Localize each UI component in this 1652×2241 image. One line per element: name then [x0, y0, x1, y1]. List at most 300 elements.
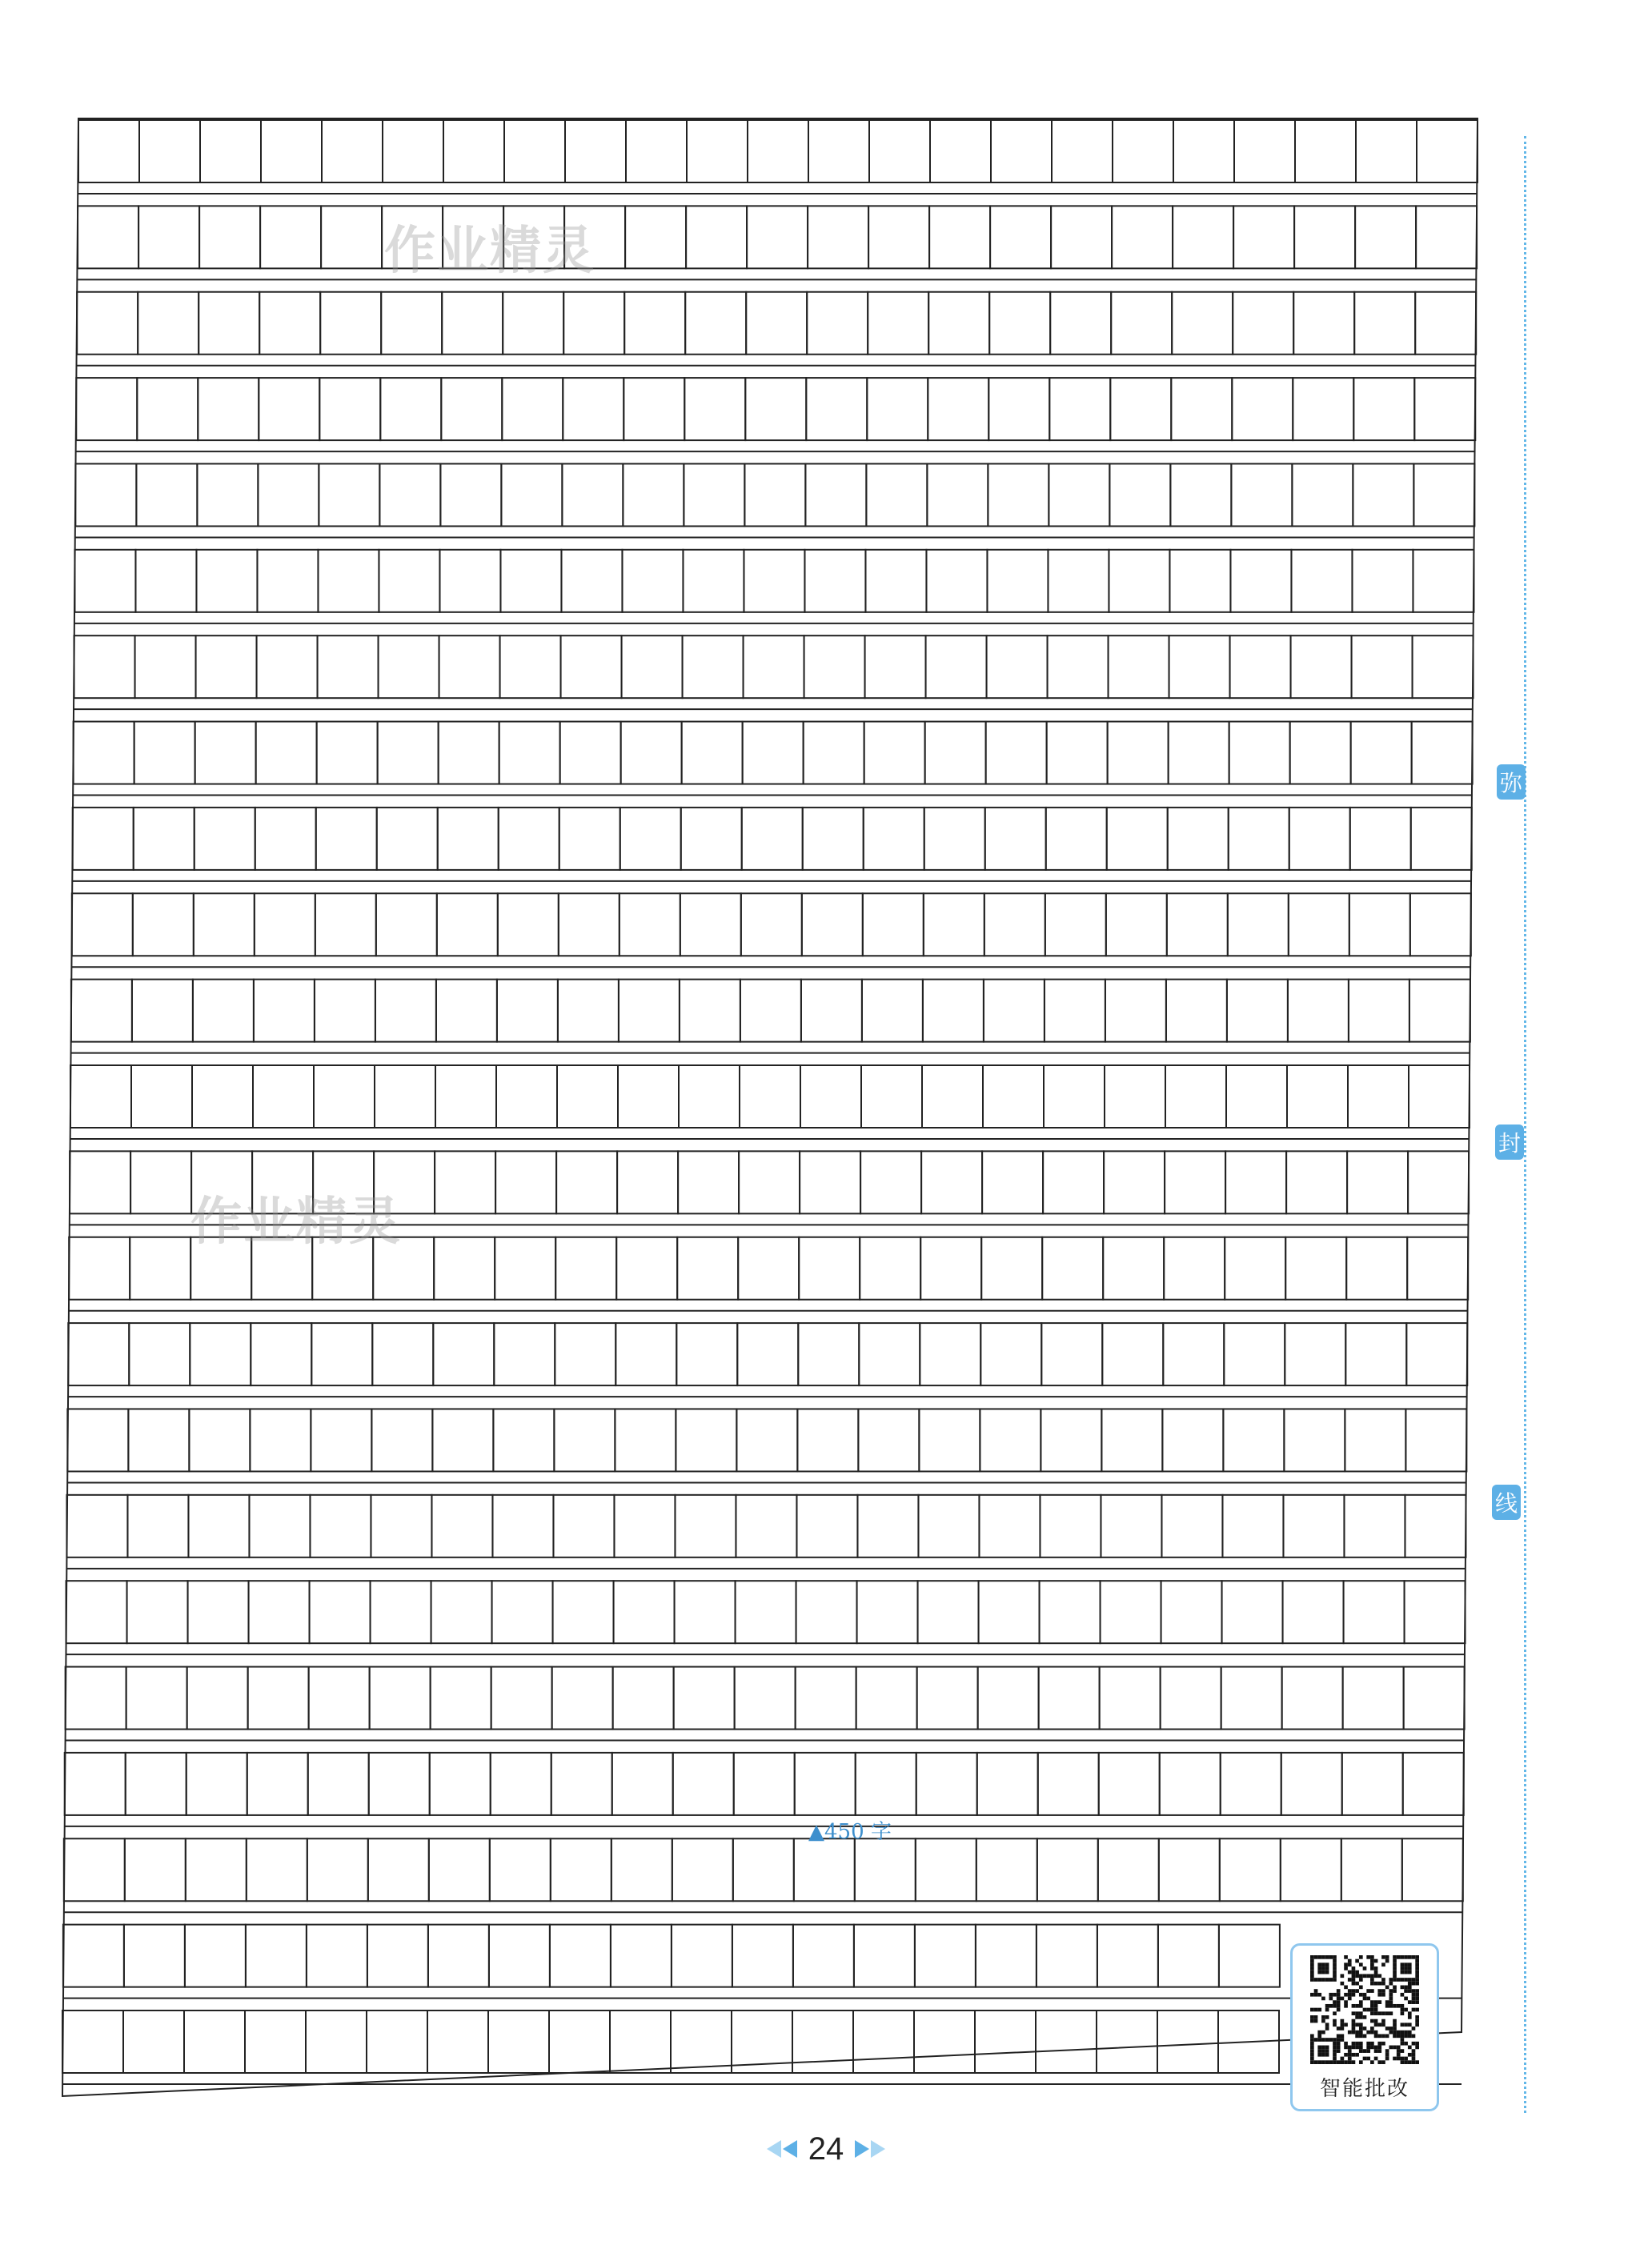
grid-cell[interactable]	[1343, 1667, 1404, 1730]
grid-cell[interactable]	[137, 378, 198, 440]
grid-cell[interactable]	[196, 635, 257, 698]
grid-cell[interactable]	[1044, 1065, 1105, 1128]
grid-cell[interactable]	[261, 120, 322, 182]
grid-cell[interactable]	[1353, 378, 1414, 440]
grid-cell[interactable]	[255, 808, 316, 870]
grid-cell[interactable]	[1411, 808, 1472, 870]
grid-cell[interactable]	[929, 206, 990, 268]
grid-cell[interactable]	[136, 463, 197, 526]
grid-cell[interactable]	[1414, 378, 1475, 440]
grid-cell[interactable]	[195, 722, 256, 784]
grid-cell[interactable]	[1412, 722, 1473, 784]
grid-cell[interactable]	[496, 1065, 557, 1128]
grid-cell[interactable]	[976, 1838, 1037, 1901]
grid-cell[interactable]	[500, 635, 561, 698]
grid-cell[interactable]	[855, 1838, 916, 1901]
grid-cell[interactable]	[857, 1495, 918, 1557]
grid-cell[interactable]	[679, 1065, 740, 1128]
grid-cell[interactable]	[1097, 1925, 1158, 1987]
grid-cell[interactable]	[429, 1838, 490, 1901]
grid-cell[interactable]	[734, 1753, 795, 1815]
grid-cell[interactable]	[1356, 120, 1417, 182]
grid-cell[interactable]	[1105, 980, 1166, 1042]
grid-cell[interactable]	[497, 980, 558, 1042]
grid-cell[interactable]	[1112, 206, 1173, 268]
grid-cell[interactable]	[1103, 1237, 1164, 1300]
grid-cell[interactable]	[1223, 1409, 1284, 1471]
grid-cell[interactable]	[559, 808, 620, 870]
grid-cell[interactable]	[439, 635, 500, 698]
grid-cell[interactable]	[1047, 722, 1108, 784]
grid-cell[interactable]	[1106, 893, 1167, 956]
grid-cell[interactable]	[868, 292, 928, 355]
grid-cell[interactable]	[863, 893, 924, 956]
grid-cell[interactable]	[190, 1323, 251, 1385]
grid-cell[interactable]	[976, 1925, 1037, 1987]
grid-cell[interactable]	[916, 1753, 977, 1815]
grid-cell[interactable]	[624, 292, 685, 355]
grid-cell[interactable]	[250, 1409, 311, 1471]
grid-cell[interactable]	[856, 1667, 917, 1730]
grid-cell[interactable]	[1170, 463, 1231, 526]
grid-cell[interactable]	[310, 1581, 371, 1643]
grid-cell[interactable]	[808, 120, 869, 182]
grid-cell[interactable]	[1098, 1838, 1159, 1901]
grid-cell[interactable]	[614, 1495, 675, 1557]
grid-cell[interactable]	[434, 1237, 495, 1300]
grid-cell[interactable]	[431, 1495, 492, 1557]
grid-cell[interactable]	[737, 1323, 798, 1385]
grid-cell[interactable]	[553, 1495, 614, 1557]
grid-cell[interactable]	[367, 1925, 428, 1987]
grid-cell[interactable]	[805, 463, 866, 526]
grid-cell[interactable]	[63, 1925, 124, 1987]
grid-cell[interactable]	[800, 1151, 860, 1213]
grid-cell[interactable]	[193, 980, 254, 1042]
grid-cell[interactable]	[975, 2010, 1036, 2073]
grid-cell[interactable]	[1352, 635, 1413, 698]
grid-cell[interactable]	[78, 206, 138, 268]
grid-cell[interactable]	[308, 1753, 369, 1815]
grid-cell[interactable]	[134, 722, 195, 784]
grid-cell[interactable]	[744, 635, 804, 698]
grid-cell[interactable]	[381, 292, 442, 355]
grid-cell[interactable]	[798, 1323, 859, 1385]
grid-cell[interactable]	[555, 1323, 615, 1385]
grid-cell[interactable]	[375, 1065, 435, 1128]
grid-cell[interactable]	[987, 550, 1048, 612]
grid-cell[interactable]	[435, 1151, 495, 1213]
grid-cell[interactable]	[310, 1495, 371, 1557]
grid-cell[interactable]	[198, 378, 259, 440]
grid-cell[interactable]	[920, 1237, 981, 1300]
grid-cell[interactable]	[919, 1409, 980, 1471]
grid-cell[interactable]	[560, 722, 621, 784]
grid-cell[interactable]	[563, 292, 624, 355]
grid-cell[interactable]	[549, 2010, 610, 2073]
grid-cell[interactable]	[614, 1581, 675, 1643]
grid-cell[interactable]	[259, 378, 319, 440]
grid-cell[interactable]	[1291, 635, 1352, 698]
grid-cell[interactable]	[867, 378, 928, 440]
grid-cell[interactable]	[135, 635, 196, 698]
grid-cell[interactable]	[615, 1409, 676, 1471]
grid-cell[interactable]	[916, 1838, 976, 1901]
grid-cell[interactable]	[746, 292, 807, 355]
grid-cell[interactable]	[988, 378, 1049, 440]
grid-cell[interactable]	[748, 120, 808, 182]
grid-cell[interactable]	[1405, 1495, 1466, 1557]
grid-cell[interactable]	[198, 292, 259, 355]
grid-cell[interactable]	[1413, 463, 1474, 526]
grid-cell[interactable]	[70, 1065, 131, 1128]
grid-cell[interactable]	[1349, 980, 1409, 1042]
grid-cell[interactable]	[991, 120, 1052, 182]
grid-cell[interactable]	[736, 1581, 796, 1643]
grid-cell[interactable]	[1102, 1323, 1163, 1385]
grid-cell[interactable]	[1342, 1753, 1403, 1815]
grid-cell[interactable]	[138, 206, 199, 268]
grid-cell[interactable]	[923, 980, 984, 1042]
grid-cell[interactable]	[611, 1925, 672, 1987]
grid-cell[interactable]	[1224, 1323, 1285, 1385]
grid-cell[interactable]	[684, 378, 745, 440]
grid-cell[interactable]	[76, 378, 137, 440]
grid-cell[interactable]	[321, 206, 382, 268]
grid-cell[interactable]	[986, 722, 1047, 784]
grid-cell[interactable]	[188, 1495, 249, 1557]
grid-cell[interactable]	[1111, 292, 1172, 355]
grid-cell[interactable]	[71, 980, 132, 1042]
grid-cell[interactable]	[985, 808, 1046, 870]
grid-cell[interactable]	[1402, 1838, 1463, 1901]
grid-cell[interactable]	[864, 808, 924, 870]
grid-cell[interactable]	[684, 463, 744, 526]
grid-cell[interactable]	[1409, 1065, 1470, 1128]
grid-cell[interactable]	[804, 550, 865, 612]
grid-cell[interactable]	[258, 463, 319, 526]
grid-cell[interactable]	[1169, 635, 1230, 698]
grid-cell[interactable]	[377, 808, 438, 870]
grid-cell[interactable]	[796, 1581, 857, 1643]
grid-cell[interactable]	[680, 980, 740, 1042]
grid-cell[interactable]	[319, 378, 380, 440]
grid-cell[interactable]	[1281, 1838, 1341, 1901]
grid-cell[interactable]	[981, 1237, 1042, 1300]
grid-cell[interactable]	[69, 1237, 130, 1300]
grid-cell[interactable]	[72, 893, 133, 956]
grid-cell[interactable]	[622, 550, 683, 612]
grid-cell[interactable]	[1049, 378, 1110, 440]
grid-cell[interactable]	[428, 1925, 489, 1987]
grid-cell[interactable]	[380, 378, 441, 440]
grid-cell[interactable]	[127, 1581, 188, 1643]
grid-cell[interactable]	[1163, 1323, 1224, 1385]
grid-cell[interactable]	[1416, 206, 1477, 268]
grid-cell[interactable]	[491, 1667, 552, 1730]
grid-cell[interactable]	[1158, 1925, 1219, 1987]
grid-cell[interactable]	[126, 1753, 186, 1815]
grid-cell[interactable]	[186, 1838, 247, 1901]
grid-cell[interactable]	[1109, 463, 1170, 526]
grid-cell[interactable]	[307, 1925, 367, 1987]
grid-cell[interactable]	[1173, 120, 1234, 182]
grid-cell[interactable]	[245, 2010, 306, 2073]
grid-cell[interactable]	[317, 722, 378, 784]
grid-cell[interactable]	[1039, 1667, 1100, 1730]
grid-cell[interactable]	[379, 463, 440, 526]
grid-cell[interactable]	[314, 1065, 375, 1128]
grid-cell[interactable]	[1230, 635, 1291, 698]
grid-cell[interactable]	[1042, 1237, 1103, 1300]
grid-cell[interactable]	[1344, 1581, 1405, 1643]
grid-cell[interactable]	[796, 1495, 857, 1557]
grid-cell[interactable]	[1048, 550, 1109, 612]
grid-cell[interactable]	[491, 1753, 551, 1815]
grid-cell[interactable]	[987, 635, 1048, 698]
grid-cell[interactable]	[64, 1838, 125, 1901]
grid-cell[interactable]	[742, 808, 803, 870]
grid-cell[interactable]	[1226, 1065, 1287, 1128]
grid-cell[interactable]	[1233, 206, 1294, 268]
grid-cell[interactable]	[318, 635, 379, 698]
grid-cell[interactable]	[66, 1495, 127, 1557]
grid-cell[interactable]	[1105, 1065, 1165, 1128]
grid-cell[interactable]	[1233, 292, 1293, 355]
grid-cell[interactable]	[73, 808, 134, 870]
grid-cell[interactable]	[1349, 893, 1410, 956]
grid-cell[interactable]	[253, 1065, 314, 1128]
grid-cell[interactable]	[678, 1151, 739, 1213]
grid-cell[interactable]	[795, 1753, 856, 1815]
grid-cell[interactable]	[135, 550, 196, 612]
grid-cell[interactable]	[1347, 1151, 1408, 1213]
grid-cell[interactable]	[553, 1581, 614, 1643]
grid-cell[interactable]	[917, 1667, 978, 1730]
grid-cell[interactable]	[618, 1065, 679, 1128]
grid-cell[interactable]	[127, 1495, 188, 1557]
grid-cell[interactable]	[378, 722, 439, 784]
grid-cell[interactable]	[1049, 463, 1109, 526]
grid-cell[interactable]	[189, 1409, 250, 1471]
grid-cell[interactable]	[797, 1409, 858, 1471]
grid-cell[interactable]	[803, 808, 864, 870]
grid-cell[interactable]	[1161, 1581, 1222, 1643]
grid-cell[interactable]	[626, 120, 687, 182]
grid-cell[interactable]	[309, 1667, 370, 1730]
grid-cell[interactable]	[1283, 1581, 1344, 1643]
grid-cell[interactable]	[192, 1065, 253, 1128]
grid-cell[interactable]	[984, 893, 1045, 956]
grid-cell[interactable]	[555, 1237, 616, 1300]
grid-cell[interactable]	[800, 1065, 861, 1128]
grid-cell[interactable]	[433, 1323, 494, 1385]
grid-cell[interactable]	[565, 120, 626, 182]
grid-cell[interactable]	[427, 2010, 488, 2073]
grid-cell[interactable]	[1353, 463, 1413, 526]
grid-cell[interactable]	[1169, 722, 1229, 784]
grid-cell[interactable]	[126, 1667, 187, 1730]
grid-cell[interactable]	[926, 550, 987, 612]
grid-cell[interactable]	[372, 1323, 433, 1385]
grid-cell[interactable]	[1406, 1323, 1467, 1385]
grid-cell[interactable]	[370, 1667, 431, 1730]
grid-cell[interactable]	[676, 1323, 737, 1385]
grid-cell[interactable]	[671, 2010, 732, 2073]
grid-cell[interactable]	[185, 1925, 246, 1987]
grid-cell[interactable]	[733, 1838, 794, 1901]
grid-cell[interactable]	[1219, 1925, 1280, 1987]
grid-cell[interactable]	[1355, 206, 1416, 268]
grid-cell[interactable]	[743, 722, 804, 784]
grid-cell[interactable]	[246, 1925, 307, 1987]
grid-cell[interactable]	[1101, 1495, 1161, 1557]
grid-cell[interactable]	[1228, 893, 1289, 956]
grid-cell[interactable]	[620, 808, 681, 870]
grid-cell[interactable]	[1052, 120, 1113, 182]
grid-cell[interactable]	[619, 980, 680, 1042]
grid-cell[interactable]	[677, 1237, 738, 1300]
grid-cell[interactable]	[256, 722, 317, 784]
grid-cell[interactable]	[435, 1065, 496, 1128]
grid-cell[interactable]	[551, 1838, 611, 1901]
grid-cell[interactable]	[495, 1151, 556, 1213]
grid-cell[interactable]	[62, 2010, 123, 2073]
grid-cell[interactable]	[440, 463, 501, 526]
grid-cell[interactable]	[738, 1237, 799, 1300]
grid-cell[interactable]	[977, 1753, 1038, 1815]
grid-cell[interactable]	[683, 635, 744, 698]
grid-cell[interactable]	[1227, 980, 1288, 1042]
grid-cell[interactable]	[622, 635, 683, 698]
grid-cell[interactable]	[556, 1151, 617, 1213]
grid-cell[interactable]	[1413, 550, 1474, 612]
grid-cell[interactable]	[1107, 808, 1168, 870]
grid-cell[interactable]	[1162, 1409, 1223, 1471]
grid-cell[interactable]	[200, 120, 261, 182]
grid-cell[interactable]	[67, 1409, 128, 1471]
grid-cell[interactable]	[794, 1838, 855, 1901]
grid-cell[interactable]	[1108, 722, 1169, 784]
grid-cell[interactable]	[316, 808, 377, 870]
grid-cell[interactable]	[914, 2010, 975, 2073]
grid-cell[interactable]	[379, 635, 439, 698]
grid-cell[interactable]	[1037, 1838, 1098, 1901]
grid-cell[interactable]	[500, 550, 561, 612]
grid-cell[interactable]	[315, 893, 376, 956]
grid-cell[interactable]	[621, 722, 682, 784]
grid-cell[interactable]	[251, 1323, 311, 1385]
grid-cell[interactable]	[610, 2010, 671, 2073]
grid-cell[interactable]	[674, 1667, 735, 1730]
grid-cell[interactable]	[75, 463, 136, 526]
grid-cell[interactable]	[68, 1323, 129, 1385]
grid-cell[interactable]	[501, 463, 562, 526]
grid-cell[interactable]	[927, 463, 988, 526]
grid-cell[interactable]	[1165, 1065, 1226, 1128]
grid-cell[interactable]	[1221, 1753, 1281, 1815]
grid-cell[interactable]	[1101, 1581, 1161, 1643]
grid-cell[interactable]	[799, 1237, 860, 1300]
grid-cell[interactable]	[1294, 206, 1355, 268]
grid-cell[interactable]	[853, 2010, 914, 2073]
grid-cell[interactable]	[865, 550, 926, 612]
grid-cell[interactable]	[1289, 893, 1349, 956]
grid-cell[interactable]	[1038, 1753, 1099, 1815]
grid-cell[interactable]	[255, 893, 315, 956]
grid-cell[interactable]	[369, 1753, 430, 1815]
grid-cell[interactable]	[1408, 1151, 1469, 1213]
grid-cell[interactable]	[673, 1753, 734, 1815]
grid-cell[interactable]	[736, 1409, 797, 1471]
grid-cell[interactable]	[1040, 1581, 1101, 1643]
grid-cell[interactable]	[1100, 1667, 1161, 1730]
grid-cell[interactable]	[1293, 378, 1353, 440]
grid-cell[interactable]	[550, 1925, 611, 1987]
grid-cell[interactable]	[322, 120, 383, 182]
grid-cell[interactable]	[489, 1925, 550, 1987]
grid-cell[interactable]	[801, 980, 862, 1042]
grid-cell[interactable]	[745, 378, 806, 440]
grid-cell[interactable]	[1415, 292, 1476, 355]
grid-cell[interactable]	[562, 463, 623, 526]
grid-cell[interactable]	[625, 206, 686, 268]
grid-cell[interactable]	[676, 1409, 736, 1471]
grid-cell[interactable]	[430, 1753, 491, 1815]
grid-cell[interactable]	[1048, 635, 1109, 698]
grid-cell[interactable]	[672, 1925, 732, 1987]
grid-cell[interactable]	[260, 206, 321, 268]
grid-cell[interactable]	[740, 1065, 800, 1128]
grid-cell[interactable]	[807, 292, 868, 355]
grid-cell[interactable]	[675, 1495, 736, 1557]
grid-cell[interactable]	[1285, 1237, 1346, 1300]
grid-cell[interactable]	[792, 2010, 853, 2073]
grid-cell[interactable]	[613, 1667, 674, 1730]
grid-cell[interactable]	[869, 120, 930, 182]
grid-cell[interactable]	[488, 2010, 549, 2073]
grid-cell[interactable]	[918, 1581, 979, 1643]
grid-cell[interactable]	[1040, 1495, 1101, 1557]
grid-cell[interactable]	[1109, 550, 1169, 612]
grid-cell[interactable]	[736, 1495, 796, 1557]
grid-cell[interactable]	[504, 120, 565, 182]
grid-cell[interactable]	[1109, 635, 1169, 698]
grid-cell[interactable]	[802, 893, 863, 956]
grid-cell[interactable]	[864, 722, 925, 784]
grid-cell[interactable]	[383, 120, 443, 182]
grid-cell[interactable]	[1403, 1753, 1464, 1815]
grid-cell[interactable]	[1285, 1323, 1345, 1385]
grid-cell[interactable]	[65, 1753, 126, 1815]
grid-cell[interactable]	[1288, 980, 1349, 1042]
grid-cell[interactable]	[558, 980, 619, 1042]
grid-cell[interactable]	[368, 1838, 429, 1901]
grid-cell[interactable]	[1232, 378, 1293, 440]
grid-cell[interactable]	[320, 292, 381, 355]
grid-cell[interactable]	[1104, 1151, 1165, 1213]
grid-cell[interactable]	[441, 378, 502, 440]
grid-cell[interactable]	[561, 635, 622, 698]
grid-cell[interactable]	[70, 1151, 130, 1213]
grid-cell[interactable]	[439, 550, 500, 612]
grid-cell[interactable]	[806, 378, 867, 440]
grid-cell[interactable]	[74, 635, 135, 698]
grid-cell[interactable]	[1041, 1409, 1101, 1471]
grid-cell[interactable]	[130, 1151, 191, 1213]
grid-cell[interactable]	[1161, 1495, 1222, 1557]
grid-cell[interactable]	[494, 1323, 555, 1385]
